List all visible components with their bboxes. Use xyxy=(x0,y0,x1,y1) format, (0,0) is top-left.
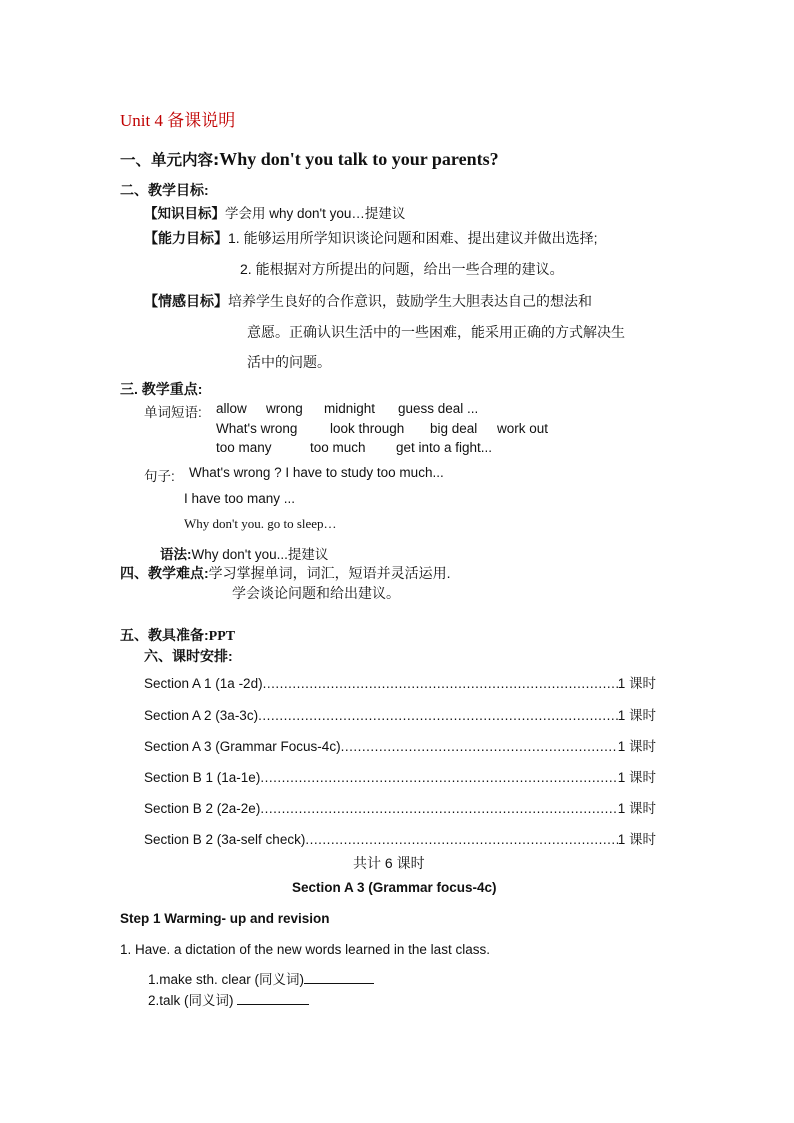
schedule-row xyxy=(144,797,656,817)
answer-blank[interactable] xyxy=(237,992,309,1005)
unit-content-value: Why don't you talk to your parents? xyxy=(219,149,499,169)
schedule-hours: 1 课时 xyxy=(617,708,656,723)
emotion-goal-tag: 【情感目标】 xyxy=(144,293,228,309)
grammar-label: 语法: xyxy=(160,547,192,562)
vocab-item: wrong xyxy=(266,401,303,416)
sentence-label: 句子: xyxy=(144,469,175,484)
vocab-item: get into a fight... xyxy=(396,440,493,455)
vocab-item: What's wrong xyxy=(216,421,298,436)
grammar-point xyxy=(160,543,328,563)
emotion-goal-line2: 意愿。正确认识生活中的一些困难，能采用正确的方式解决生 xyxy=(247,324,625,340)
schedule-hours: 1 课时 xyxy=(617,770,656,785)
answer-blank[interactable] xyxy=(304,971,374,984)
schedule-section: Section B 2 (2a-2e) xyxy=(144,801,261,816)
exercise-2 xyxy=(148,989,309,1009)
schedule-section: Section A 3 (Grammar Focus-4c) xyxy=(144,739,341,754)
sentence-1: What's wrong ? I have to study too much... xyxy=(189,465,444,480)
vocab-item: too much xyxy=(310,440,366,455)
emotion-goal-line1: 培养学生良好的合作意识，鼓励学生大胆表达自己的想法和 xyxy=(228,293,592,309)
teaching-aids-label: 五、教具准备: xyxy=(120,627,209,643)
vocab-label: 单词短语: xyxy=(144,405,202,420)
lesson-title: Section A 3 (Grammar focus-4c) xyxy=(292,880,497,895)
step1-heading: Step 1 Warming- up and revision xyxy=(120,911,330,926)
grammar-text: Why don't you...提建议 xyxy=(191,547,329,562)
schedule-row xyxy=(144,735,656,755)
schedule-heading: 六、课时安排: xyxy=(144,648,233,664)
vocab-item: work out xyxy=(497,421,549,436)
vocab-item: allow xyxy=(216,401,247,416)
schedule-section: Section A 2 (3a-3c) xyxy=(144,708,259,723)
difficulties xyxy=(120,563,451,583)
teaching-aids xyxy=(120,625,235,645)
teaching-aids-value: PPT xyxy=(208,629,236,644)
schedule-hours: 1 课时 xyxy=(617,801,656,816)
leader-dots xyxy=(258,708,618,723)
leader-dots xyxy=(263,676,618,691)
schedule-row xyxy=(144,766,656,786)
difficulties-line2: 学会谈论问题和给出建议。 xyxy=(232,585,400,601)
leader-dots xyxy=(341,739,618,754)
emotion-goal-line3: 活中的问题。 xyxy=(247,354,331,370)
unit-content-label: 一、单元内容: xyxy=(120,151,220,169)
teaching-goals-heading: 二、教学目标: xyxy=(120,182,209,198)
sentence-2: I have too many ... xyxy=(184,491,296,506)
ability-goal-line1: 1. 能够运用所学知识谈论问题和困难、提出建议并做出选择; xyxy=(228,230,598,246)
leader-dots xyxy=(305,832,617,847)
emotion-goal xyxy=(144,291,592,311)
unit-content-heading xyxy=(120,148,499,170)
exercise-2-text: 2.talk (同义词) xyxy=(148,993,238,1008)
schedule-section: Section A 1 (1a -2d) xyxy=(144,676,263,691)
ability-goal xyxy=(144,228,597,248)
vocab-item: guess deal ... xyxy=(398,401,479,416)
schedule-hours: 1 课时 xyxy=(617,739,656,754)
vocab-item: look through xyxy=(330,421,405,436)
exercise-1-text: 1.make sth. clear (同义词) xyxy=(148,972,305,987)
vocab-item: too many xyxy=(216,440,272,455)
schedule-section: Section B 2 (3a-self check) xyxy=(144,832,306,847)
leader-dots xyxy=(260,770,617,785)
difficulties-label: 四、教学难点: xyxy=(120,565,209,581)
knowledge-goal-tag: 【知识目标】 xyxy=(144,206,225,221)
ability-goal-line2: 2. 能根据对方所提出的问题，给出一些合理的建议。 xyxy=(240,261,564,277)
exercise-1 xyxy=(148,968,374,988)
knowledge-goal-text: 学会用 why don't you…提建议 xyxy=(225,206,406,221)
schedule-row xyxy=(144,672,656,692)
schedule-hours: 1 课时 xyxy=(617,832,656,847)
step1-item: 1. Have. a dictation of the new words learned in the last class. xyxy=(120,942,490,957)
knowledge-goal xyxy=(144,202,405,222)
page-title: Unit 4 备课说明 xyxy=(120,111,236,130)
ability-goal-tag: 【能力目标】 xyxy=(144,230,228,246)
schedule-hours: 1 课时 xyxy=(617,676,656,691)
schedule-row xyxy=(144,704,656,724)
key-points-heading: 三. 教学重点: xyxy=(120,381,203,397)
vocab-item: midnight xyxy=(324,401,376,416)
difficulties-line1: 学习掌握单词，词汇，短语并灵活运用. xyxy=(208,565,451,581)
leader-dots xyxy=(260,801,617,816)
schedule-row xyxy=(144,828,656,848)
schedule-section: Section B 1 (1a-1e) xyxy=(144,770,261,785)
total-hours: 共计 6 课时 xyxy=(353,855,425,871)
vocab-item: big deal xyxy=(430,421,478,436)
sentence-3: Why don't you. go to sleep… xyxy=(184,516,337,531)
